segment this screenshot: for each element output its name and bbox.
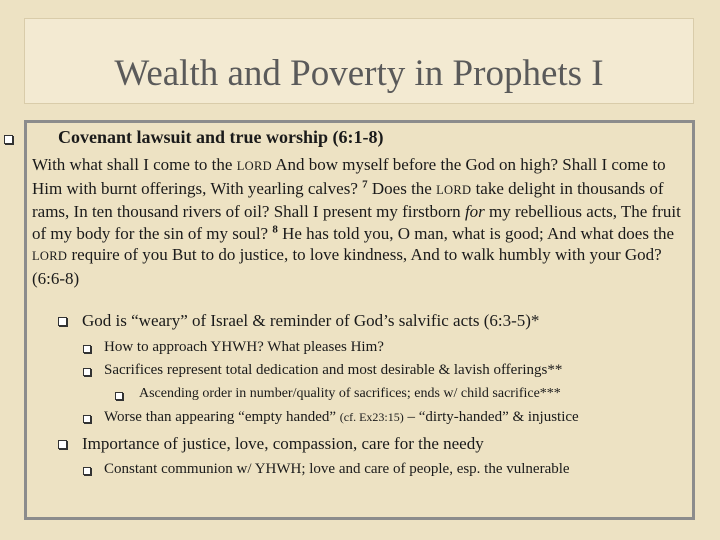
bullet-text: Worse than appearing “empty handed” (cf. Ex23:15) – “dirty-handed” & injustice [104, 409, 579, 425]
quote-text: With what shall I come to the [32, 155, 237, 174]
lord-smallcaps: LORD [236, 159, 272, 173]
sub-bullet-item [83, 409, 579, 426]
verse-number: 7 [362, 177, 368, 190]
quote-italic: for [464, 202, 485, 221]
square-bullet-icon [83, 415, 91, 423]
scripture-reference: (cf. Ex23:15) [339, 410, 404, 424]
bullet-text: God is “weary” of Israel & reminder of God’s salvific acts (6:3-5)* [82, 311, 540, 330]
section-heading [32, 127, 384, 148]
sub-bullet-item [83, 362, 562, 379]
bullet-text: Ascending order in number/quality of sacrifices; ends w/ child sacrifice*** [139, 386, 561, 401]
quote-text: my rebellious acts, The fruit of my body for the sin of my soul? [32, 202, 681, 243]
bullet-item [58, 434, 484, 454]
sub-bullet-item [83, 339, 384, 356]
heading-text: Covenant lawsuit and true worship (6:1-8) [58, 127, 384, 147]
bullet-text: How to approach YHWH? What pleases Him? [104, 339, 384, 355]
square-bullet-icon [58, 440, 67, 449]
quote-text: And bow myself before the God on high? Shall I come to Him with burnt offerings, With yearling calves? [32, 155, 666, 198]
sub-sub-bullet-item [115, 386, 561, 402]
quote-text: require of you But to do justice, to love kindness, And to walk humbly with your God? (6:6-8) [32, 245, 662, 288]
title-box [24, 18, 694, 104]
square-bullet-icon [115, 392, 123, 400]
sub-bullet-item [83, 461, 570, 478]
square-bullet-icon [83, 368, 91, 376]
lord-smallcaps: LORD [32, 249, 68, 263]
square-bullet-icon [83, 345, 91, 353]
square-bullet-icon [4, 135, 13, 144]
bullet-text: Importance of justice, love, compassion, care for the needy [82, 434, 484, 453]
square-bullet-icon [83, 467, 91, 475]
quote-text: take delight in thousands of rams, In ten thousand rivers of oil? Shall I present my firstborn [32, 178, 664, 221]
bullet-item [58, 311, 539, 331]
bullet-text: Sacrifices represent total dedication and most desirable & lavish offerings** [104, 362, 563, 378]
lord-smallcaps: LORD [436, 182, 472, 197]
slide-title: Wealth and Poverty in Prophets I [114, 53, 604, 94]
bullet-text: Constant communion w/ YHWH; love and care of people, esp. the vulnerable [104, 461, 570, 477]
scripture-quote [32, 154, 682, 289]
verse-number: 8 [272, 222, 278, 235]
quote-text: He has told you, O man, what is good; And what does the [277, 223, 674, 243]
square-bullet-icon [58, 317, 67, 326]
quote-text: Does the [367, 178, 437, 198]
